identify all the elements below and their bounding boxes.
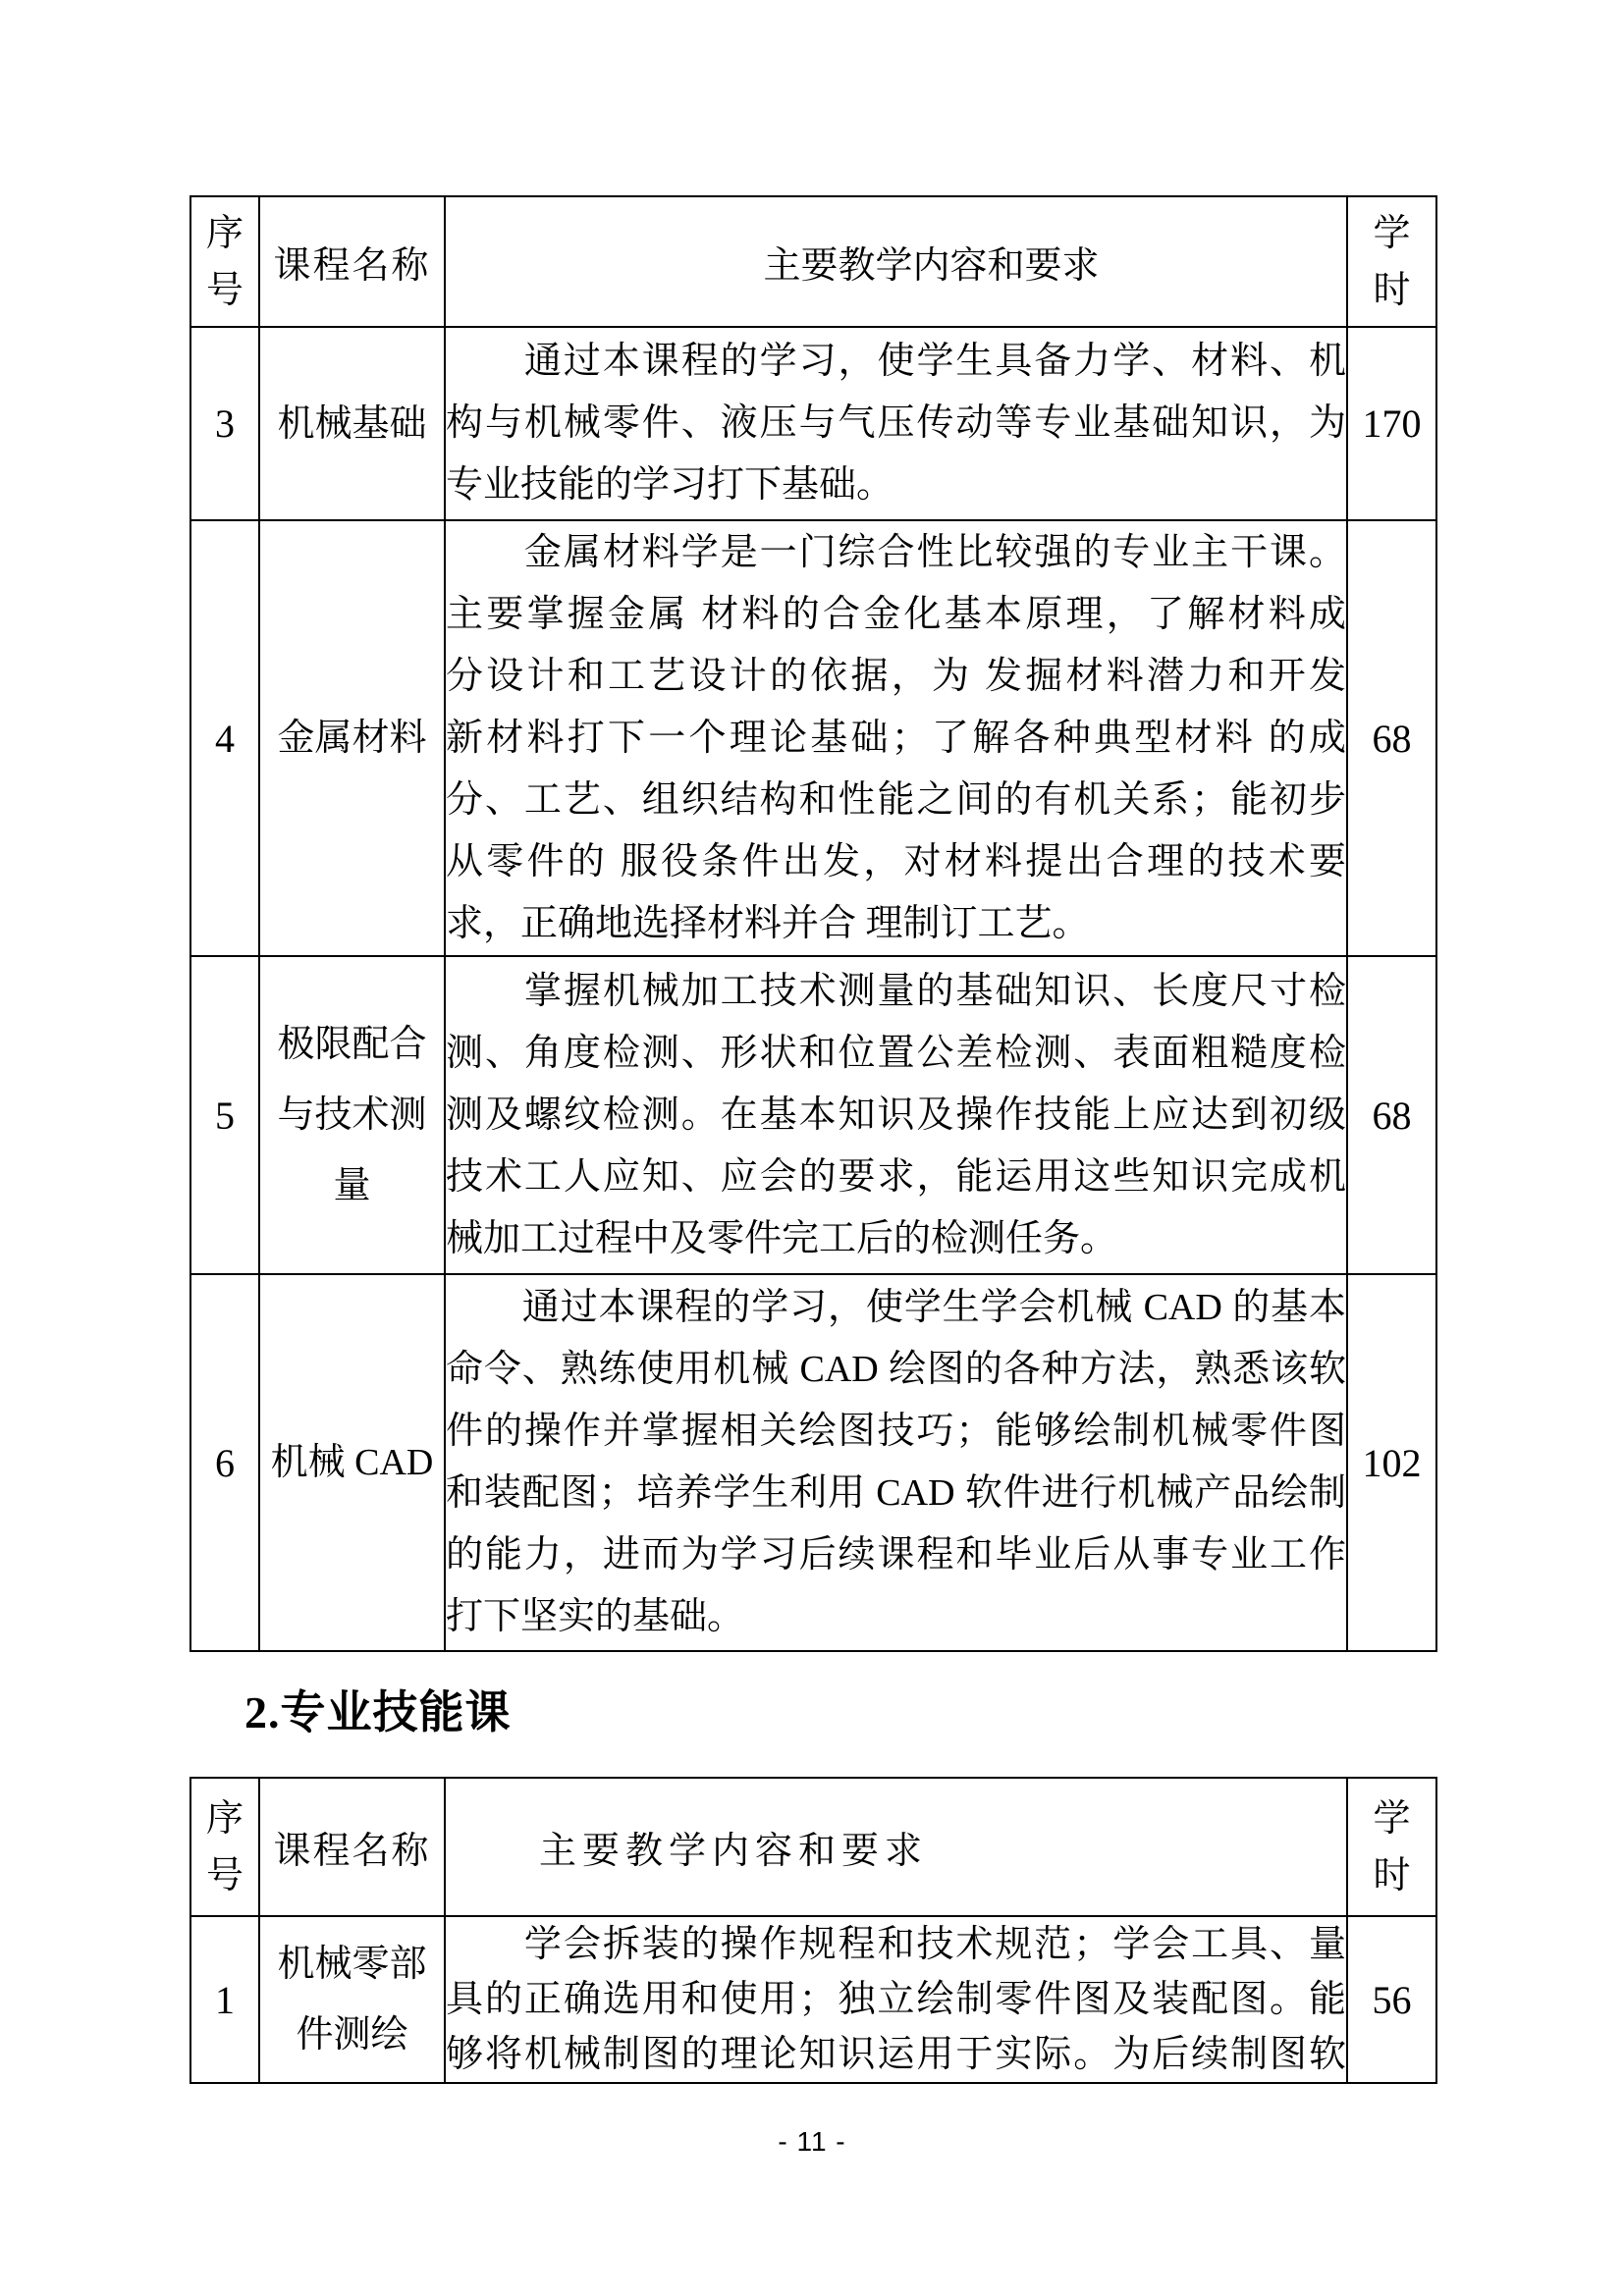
content-line: 打下坚实的基础。 [446, 1596, 745, 1637]
column-header-content: 主要教学内容和要求 [445, 196, 1347, 327]
content-line: 学会拆装的操作规程和技术规范；学会工具、量 [446, 1924, 1346, 1965]
skill-courses-table-body [190, 1916, 1436, 2083]
skill-courses-table [189, 1777, 1437, 2084]
content-line: 求，正确地选择材料并合 理制订工艺。 [446, 902, 1090, 944]
column-header-number-cell [190, 1778, 259, 1916]
course-content-cell [445, 327, 1347, 520]
content-line: 通过本课程的学习，使学生具备力学、材料、机 [446, 341, 1346, 382]
course-name-line: 金属材料 [277, 718, 427, 759]
row-number-cell: 4 [190, 520, 259, 956]
column-header-number-cell [190, 196, 259, 327]
content-line: 专业技能的学习打下基础。 [446, 464, 894, 506]
content-line: 和装配图；培养学生利用 CAD 软件进行机械产品绘制 [446, 1472, 1346, 1514]
column-header-hours-cell [1347, 1778, 1436, 1916]
column-header-content: 主要教学内容和要求 [445, 1778, 1347, 1916]
course-content-cell [445, 956, 1347, 1274]
table-header-row [190, 1778, 1436, 1916]
course-name-line: 机械基础 [277, 402, 427, 445]
content-line: 件的操作并掌握相关绘图技巧；能够绘制机械零件图 [446, 1411, 1346, 1452]
course-name-cell [259, 520, 445, 956]
table-row [190, 1274, 1436, 1651]
content-line: 测、角度检测、形状和位置公差检测、表面粗糙度检 [446, 1032, 1346, 1074]
row-number-cell: 6 [190, 1274, 259, 1651]
content-line: 主要掌握金属 材料的合金化基本原理，了解材料成 [446, 593, 1346, 635]
course-hours-cell: 68 [1347, 956, 1436, 1274]
row-number-cell: 1 [190, 1916, 259, 2083]
course-content-cell [445, 1916, 1347, 2083]
course-name-cell [259, 1274, 445, 1651]
content-line: 从零件的 服役条件出发，对材料提出合理的技术要 [446, 840, 1346, 882]
table-row [190, 520, 1436, 956]
course-name-line: 件测绘 [296, 2014, 408, 2056]
table-row [190, 956, 1436, 1274]
course-name-cell [259, 956, 445, 1274]
content-line: 械加工过程中及零件完工后的检测任务。 [446, 1217, 1118, 1259]
table-header-row [190, 196, 1436, 327]
content-line: 分、工艺、组织结构和性能之间的有机关系；能初步 [446, 778, 1346, 821]
content-line: 分设计和工艺设计的依据，为 发掘材料潜力和开发 [446, 655, 1346, 697]
page-number: - 11 - [778, 2126, 846, 2157]
course-content-cell [445, 1274, 1347, 1651]
course-name-line: 与技术测 [277, 1095, 427, 1136]
course-name-line: 机械 CAD [270, 1442, 434, 1483]
content-line: 新材料打下一个理论基础；了解各种典型材料 的成 [446, 717, 1346, 759]
content-line: 掌握机械加工技术测量的基础知识、长度尺寸检 [446, 970, 1346, 1012]
content-line: 构与机械零件、液压与气压传动等专业基础知识，为 [446, 402, 1346, 444]
content-line: 的能力，进而为学习后续课程和毕业后从事专业工作 [446, 1534, 1346, 1575]
column-header-number: 序号 [205, 1797, 244, 1896]
content-line: 命令、熟练使用机械 CAD 绘图的各种方法，熟悉该软 [446, 1349, 1346, 1390]
basic-courses-table [189, 195, 1437, 1652]
course-content-cell [445, 520, 1347, 956]
course-name-line: 极限配合 [277, 1024, 427, 1065]
column-header-hours-cell [1347, 196, 1436, 327]
column-header-hours: 学时 [1373, 212, 1411, 311]
column-header-course: 课程名称 [259, 1778, 445, 1916]
content-line: 具的正确选用和使用；独立绘制零件图及装配图。能 [446, 1979, 1346, 2020]
row-number-cell: 3 [190, 327, 259, 520]
row-number-cell: 5 [190, 956, 259, 1274]
content-line: 测及螺纹检测。在基本知识及操作技能上应达到初级 [446, 1094, 1346, 1136]
course-hours-cell: 102 [1347, 1274, 1436, 1651]
course-name-cell [259, 1916, 445, 2083]
content-line: 金属材料学是一门综合性比较强的专业主干课。 [446, 531, 1346, 573]
column-header-course: 课程名称 [259, 196, 445, 327]
table-row [190, 1916, 1436, 2083]
course-name-line: 机械零部 [277, 1944, 427, 1985]
course-hours-cell: 56 [1347, 1916, 1436, 2083]
section-heading: 2.专业技能课 [244, 1687, 512, 1737]
basic-courses-table-body [190, 327, 1436, 1651]
content-line: 够将机械制图的理论知识运用于实际。为后续制图软 [446, 2034, 1346, 2075]
course-hours-cell: 68 [1347, 520, 1436, 956]
content-line: 通过本课程的学习，使学生学会机械 CAD 的基本 [446, 1287, 1346, 1328]
column-header-number: 序号 [205, 212, 244, 311]
column-header-hours: 学时 [1373, 1797, 1411, 1896]
content-line: 技术工人应知、应会的要求，能运用这些知识完成机 [446, 1155, 1346, 1198]
course-hours-cell: 170 [1347, 327, 1436, 520]
table-row [190, 327, 1436, 520]
course-name-line: 量 [333, 1165, 371, 1206]
course-name-cell [259, 327, 445, 520]
